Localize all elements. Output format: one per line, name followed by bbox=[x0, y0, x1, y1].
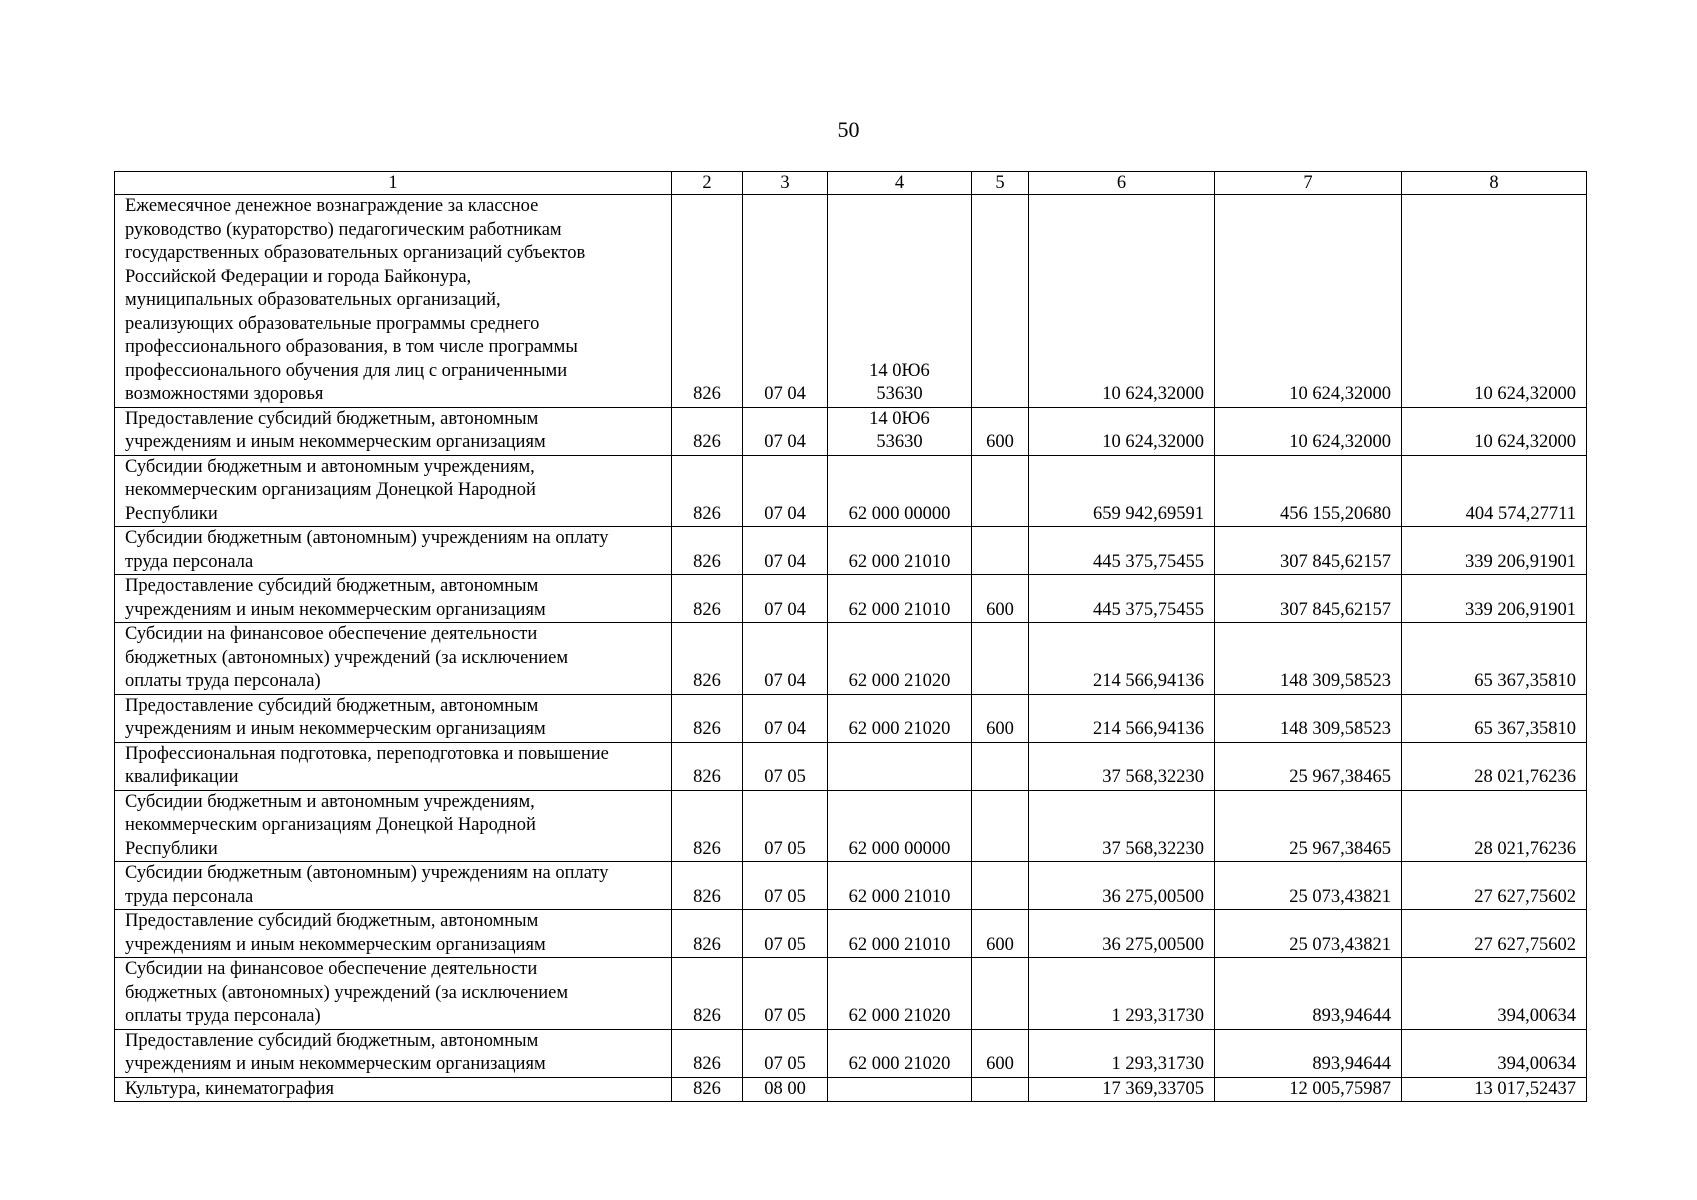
row-name-cell bbox=[115, 195, 672, 408]
article-code-line: 62 000 21020 bbox=[848, 719, 951, 739]
section-code-cell: 08 00 bbox=[743, 1077, 828, 1102]
article-code-line: 62 000 21020 bbox=[848, 1006, 951, 1026]
amount-year2-cell: 307 845,62157 bbox=[1215, 527, 1402, 575]
amount-year2-cell: 25 073,43821 bbox=[1215, 862, 1402, 910]
article-code-line: 62 000 21020 bbox=[848, 671, 951, 691]
row-name-cell bbox=[115, 407, 672, 455]
header-cell: 3 bbox=[743, 172, 828, 195]
article-code-cell bbox=[828, 407, 972, 455]
table-row bbox=[115, 1077, 1587, 1102]
row-name-cell bbox=[115, 694, 672, 742]
section-code-cell: 07 04 bbox=[743, 407, 828, 455]
amount-year3-cell: 13 017,52437 bbox=[1402, 1077, 1587, 1102]
amount-year2-cell: 12 005,75987 bbox=[1215, 1077, 1402, 1102]
budget-table bbox=[114, 171, 1587, 1102]
admin-code-cell: 826 bbox=[672, 910, 743, 958]
article-code-cell bbox=[828, 790, 972, 862]
expense-type-cell bbox=[972, 790, 1029, 862]
row-name-line: бюджетных (автономных) учреждений (за исключением bbox=[125, 647, 569, 668]
table-row bbox=[115, 694, 1587, 742]
section-code-cell: 07 04 bbox=[743, 455, 828, 527]
amount-year3-cell: 404 574,27711 bbox=[1402, 455, 1587, 527]
row-name-line: учреждениям и иным некоммерческим организациям bbox=[125, 719, 546, 739]
article-code-cell bbox=[828, 575, 972, 623]
admin-code-cell: 826 bbox=[672, 862, 743, 910]
row-name-line: государственных образовательных организаций субъектов bbox=[125, 243, 586, 263]
amount-year2-cell: 25 967,38465 bbox=[1215, 742, 1402, 790]
amount-year3-cell: 28 021,76236 bbox=[1402, 790, 1587, 862]
table-row bbox=[115, 742, 1587, 790]
row-name-cell bbox=[115, 790, 672, 862]
article-code-cell bbox=[828, 1029, 972, 1077]
amount-year3-cell: 10 624,32000 bbox=[1402, 407, 1587, 455]
row-name-cell bbox=[115, 527, 672, 575]
amount-year3-cell: 339 206,91901 bbox=[1402, 527, 1587, 575]
row-name-line: труда персонала bbox=[125, 551, 254, 572]
amount-year2-cell: 893,94644 bbox=[1215, 1029, 1402, 1077]
amount-year2-cell: 10 624,32000 bbox=[1215, 195, 1402, 408]
amount-year1-cell: 445 375,75455 bbox=[1029, 527, 1215, 575]
row-name-cell bbox=[115, 1029, 672, 1077]
page-number: 50 bbox=[837, 117, 860, 142]
row-name-line: учреждениям и иным некоммерческим организациям bbox=[125, 432, 546, 452]
expense-type-cell bbox=[972, 195, 1029, 408]
article-code-cell bbox=[828, 455, 972, 527]
row-name-line: Культура, кинематография bbox=[125, 1078, 335, 1099]
section-code-cell: 07 05 bbox=[743, 958, 828, 1030]
amount-year2-cell: 25 967,38465 bbox=[1215, 790, 1402, 862]
header-cell: 7 bbox=[1215, 172, 1402, 195]
header-cell: 4 bbox=[828, 172, 972, 195]
article-code-cell bbox=[828, 623, 972, 695]
row-name-cell bbox=[115, 862, 672, 910]
amount-year3-cell: 28 021,76236 bbox=[1402, 742, 1587, 790]
amount-year2-cell: 893,94644 bbox=[1215, 958, 1402, 1030]
section-code-cell: 07 04 bbox=[743, 575, 828, 623]
row-name-line: Предоставление субсидий бюджетным, автономным bbox=[125, 911, 539, 931]
row-name-line: Субсидии бюджетным и автономным учреждениям, bbox=[125, 791, 535, 812]
row-name-line: руководство (кураторство) педагогическим работникам bbox=[125, 219, 562, 240]
section-code-cell: 07 05 bbox=[743, 862, 828, 910]
expense-type-cell: 600 bbox=[972, 575, 1029, 623]
amount-year1-cell: 36 275,00500 bbox=[1029, 862, 1215, 910]
amount-year3-cell: 394,00634 bbox=[1402, 1029, 1587, 1077]
admin-code-cell: 826 bbox=[672, 195, 743, 408]
row-name-line: Субсидии на финансовое обеспечение деятельности bbox=[125, 624, 538, 644]
amount-year3-cell: 27 627,75602 bbox=[1402, 862, 1587, 910]
admin-code-cell: 826 bbox=[672, 1029, 743, 1077]
row-name-line: Субсидии бюджетным (автономным) учреждениям на оплату bbox=[125, 863, 609, 883]
table-body bbox=[115, 172, 1587, 1102]
article-code-cell bbox=[828, 527, 972, 575]
section-code-cell: 07 04 bbox=[743, 623, 828, 695]
table-row bbox=[115, 195, 1587, 408]
amount-year1-cell: 37 568,32230 bbox=[1029, 790, 1215, 862]
row-name-cell bbox=[115, 455, 672, 527]
row-name-line: муниципальных образовательных организаций, bbox=[125, 290, 501, 310]
row-name-line: Предоставление субсидий бюджетным, автономным bbox=[125, 695, 539, 716]
row-name-line: учреждениям и иным некоммерческим организациям bbox=[125, 1054, 546, 1074]
expense-type-cell bbox=[972, 958, 1029, 1030]
amount-year3-cell: 339 206,91901 bbox=[1402, 575, 1587, 623]
header-cell: 8 bbox=[1402, 172, 1587, 195]
row-name-line: Российской Федерации и города Байконура, bbox=[125, 266, 472, 287]
section-code-cell: 07 05 bbox=[743, 790, 828, 862]
article-code-line: 62 000 00000 bbox=[848, 503, 951, 524]
amount-year3-cell: 27 627,75602 bbox=[1402, 910, 1587, 958]
article-code-cell bbox=[828, 1077, 972, 1102]
amount-year3-cell: 65 367,35810 bbox=[1402, 694, 1587, 742]
table-row bbox=[115, 575, 1587, 623]
expense-type-cell: 600 bbox=[972, 407, 1029, 455]
expense-type-cell bbox=[972, 455, 1029, 527]
row-name-line: учреждениям и иным некоммерческим организациям bbox=[125, 934, 546, 955]
row-name-line: некоммерческим организациям Донецкой Народной bbox=[125, 480, 536, 500]
expense-type-cell bbox=[972, 1077, 1029, 1102]
section-code-cell: 07 05 bbox=[743, 910, 828, 958]
table-row bbox=[115, 958, 1587, 1030]
amount-year1-cell: 214 566,94136 bbox=[1029, 694, 1215, 742]
article-code-line: 62 000 21010 bbox=[848, 934, 951, 955]
table-row bbox=[115, 910, 1587, 958]
article-code-line: 53630 bbox=[876, 384, 923, 404]
article-code-line: 53630 bbox=[876, 432, 923, 452]
article-code-cell bbox=[828, 910, 972, 958]
article-code-cell bbox=[828, 742, 972, 790]
article-code-line: 62 000 21020 bbox=[848, 1054, 951, 1074]
row-name-line: квалификации bbox=[125, 767, 239, 787]
table-row bbox=[115, 623, 1587, 695]
amount-year2-cell: 10 624,32000 bbox=[1215, 407, 1402, 455]
section-code-cell: 07 04 bbox=[743, 694, 828, 742]
table-row bbox=[115, 1029, 1587, 1077]
table-row bbox=[115, 527, 1587, 575]
article-code-cell bbox=[828, 195, 972, 408]
amount-year1-cell: 1 293,31730 bbox=[1029, 1029, 1215, 1077]
amount-year1-cell: 10 624,32000 bbox=[1029, 195, 1215, 408]
expense-type-cell: 600 bbox=[972, 1029, 1029, 1077]
amount-year1-cell: 10 624,32000 bbox=[1029, 407, 1215, 455]
amount-year1-cell: 214 566,94136 bbox=[1029, 623, 1215, 695]
expense-type-cell bbox=[972, 623, 1029, 695]
row-name-cell bbox=[115, 575, 672, 623]
article-code-line: 62 000 21010 bbox=[848, 886, 951, 907]
expense-type-cell bbox=[972, 862, 1029, 910]
row-name-line: учреждениям и иным некоммерческим организациям bbox=[125, 599, 546, 620]
article-code-line: 62 000 21010 bbox=[848, 551, 951, 572]
article-code-cell bbox=[828, 862, 972, 910]
admin-code-cell: 826 bbox=[672, 790, 743, 862]
expense-type-cell bbox=[972, 527, 1029, 575]
table-row bbox=[115, 407, 1587, 455]
row-name-line: Республики bbox=[125, 838, 218, 859]
row-name-line: Республики bbox=[125, 503, 218, 524]
table-row bbox=[115, 790, 1587, 862]
row-name-line: труда персонала bbox=[125, 886, 254, 907]
table-row bbox=[115, 455, 1587, 527]
row-name-line: оплаты труда персонала) bbox=[125, 1006, 321, 1026]
article-code-line: 14 0Ю6 bbox=[869, 408, 930, 429]
admin-code-cell: 826 bbox=[672, 742, 743, 790]
admin-code-cell: 826 bbox=[672, 1077, 743, 1102]
section-code-cell: 07 05 bbox=[743, 742, 828, 790]
amount-year1-cell: 37 568,32230 bbox=[1029, 742, 1215, 790]
row-name-line: Предоставление субсидий бюджетным, автономным bbox=[125, 408, 539, 429]
article-code-line: 14 0Ю6 bbox=[869, 360, 930, 381]
table-row bbox=[115, 862, 1587, 910]
section-code-cell: 07 05 bbox=[743, 1029, 828, 1077]
row-name-line: возможностями здоровья bbox=[125, 384, 324, 404]
row-name-line: оплаты труда персонала) bbox=[125, 671, 321, 691]
amount-year1-cell: 445 375,75455 bbox=[1029, 575, 1215, 623]
row-name-cell bbox=[115, 623, 672, 695]
expense-type-cell bbox=[972, 742, 1029, 790]
amount-year3-cell: 394,00634 bbox=[1402, 958, 1587, 1030]
amount-year2-cell: 456 155,20680 bbox=[1215, 455, 1402, 527]
header-cell: 1 bbox=[115, 172, 672, 195]
section-code-cell: 07 04 bbox=[743, 527, 828, 575]
row-name-cell bbox=[115, 910, 672, 958]
row-name-line: Профессиональная подготовка, переподготовка и повышение bbox=[125, 743, 609, 764]
row-name-line: бюджетных (автономных) учреждений (за исключением bbox=[125, 982, 569, 1003]
header-row bbox=[115, 172, 1587, 195]
row-name-line: некоммерческим организациям Донецкой Народной bbox=[125, 815, 536, 835]
row-name-cell bbox=[115, 1077, 672, 1102]
expense-type-cell: 600 bbox=[972, 910, 1029, 958]
admin-code-cell: 826 bbox=[672, 623, 743, 695]
admin-code-cell: 826 bbox=[672, 455, 743, 527]
row-name-line: Предоставление субсидий бюджетным, автономным bbox=[125, 576, 539, 596]
row-name-cell bbox=[115, 958, 672, 1030]
header-cell: 5 bbox=[972, 172, 1029, 195]
amount-year2-cell: 148 309,58523 bbox=[1215, 623, 1402, 695]
header-cell: 6 bbox=[1029, 172, 1215, 195]
amount-year1-cell: 1 293,31730 bbox=[1029, 958, 1215, 1030]
amount-year1-cell: 36 275,00500 bbox=[1029, 910, 1215, 958]
row-name-line: Субсидии бюджетным и автономным учреждениям, bbox=[125, 456, 535, 477]
amount-year3-cell: 10 624,32000 bbox=[1402, 195, 1587, 408]
article-code-line: 62 000 21010 bbox=[848, 599, 951, 620]
amount-year2-cell: 148 309,58523 bbox=[1215, 694, 1402, 742]
amount-year1-cell: 17 369,33705 bbox=[1029, 1077, 1215, 1102]
admin-code-cell: 826 bbox=[672, 575, 743, 623]
amount-year2-cell: 25 073,43821 bbox=[1215, 910, 1402, 958]
admin-code-cell: 826 bbox=[672, 694, 743, 742]
row-name-cell bbox=[115, 742, 672, 790]
row-name-line: профессионального обучения для лиц с ограниченными bbox=[125, 360, 568, 381]
row-name-line: Ежемесячное денежное вознаграждение за классное bbox=[125, 196, 539, 216]
article-code-cell bbox=[828, 694, 972, 742]
row-name-line: Предоставление субсидий бюджетным, автономным bbox=[125, 1030, 539, 1051]
admin-code-cell: 826 bbox=[672, 958, 743, 1030]
expense-type-cell: 600 bbox=[972, 694, 1029, 742]
row-name-line: Субсидии бюджетным (автономным) учреждениям на оплату bbox=[125, 528, 609, 548]
row-name-line: профессионального образования, в том числе программы bbox=[125, 337, 578, 357]
amount-year2-cell: 307 845,62157 bbox=[1215, 575, 1402, 623]
amount-year1-cell: 659 942,69591 bbox=[1029, 455, 1215, 527]
article-code-line: 62 000 00000 bbox=[848, 838, 951, 859]
article-code-cell bbox=[828, 958, 972, 1030]
row-name-line: реализующих образовательные программы среднего bbox=[125, 313, 540, 334]
header-cell: 2 bbox=[672, 172, 743, 195]
amount-year3-cell: 65 367,35810 bbox=[1402, 623, 1587, 695]
row-name-line: Субсидии на финансовое обеспечение деятельности bbox=[125, 959, 538, 979]
admin-code-cell: 826 bbox=[672, 407, 743, 455]
section-code-cell: 07 04 bbox=[743, 195, 828, 408]
admin-code-cell: 826 bbox=[672, 527, 743, 575]
